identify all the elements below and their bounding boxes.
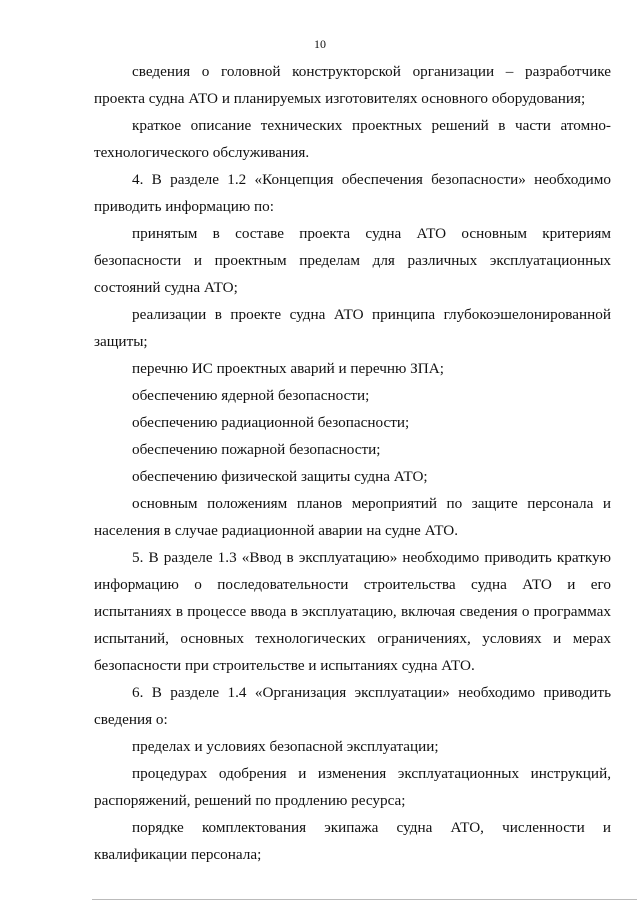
paragraph-12: 5. В разделе 1.3 «Ввод в эксплуатацию» необходимо приводить краткую информацию о последовательности строительства судна АТО и его испытаниях в процессе ввода в эксплуатацию, включая сведения о программах испытаний, основных технологических ограничениях, условиях и мерах безопасности при строительстве и испытаниях судна АТО. xyxy=(94,549,611,674)
paragraph-1: сведения о головной конструкторской организации – разработчике проекта судна АТО и планируемых изготовителях основного оборудования; xyxy=(94,63,611,107)
paragraph-8: обеспечению радиационной безопасности; xyxy=(132,414,410,431)
paragraph-5: реализации в проекте судна АТО принципа глубокоэшелонированной защиты; xyxy=(94,306,611,350)
page-number: 10 xyxy=(314,37,326,51)
paragraph-9: обеспечению пожарной безопасности; xyxy=(132,441,381,458)
paragraph-3: 4. В разделе 1.2 «Концепция обеспечения безопасности» необходимо приводить информацию по: xyxy=(94,171,611,215)
paragraph-14: пределах и условиях безопасной эксплуатации; xyxy=(132,738,439,755)
paragraph-6: перечню ИС проектных аварий и перечню ЗПА; xyxy=(132,360,444,377)
paragraph-4: принятым в составе проекта судна АТО основным критериям безопасности и проектным пределам для различных эксплуатационных состояний судна АТО; xyxy=(94,225,611,296)
paragraph-15: процедурах одобрения и изменения эксплуатационных инструкций, распоряжений, решений по продлению ресурса; xyxy=(94,765,611,809)
scan-edge-line xyxy=(92,899,637,900)
paragraph-10: обеспечению физической защиты судна АТО; xyxy=(132,468,428,485)
paragraph-11: основным положениям планов мероприятий по защите персонала и населения в случае радиационной аварии на судне АТО. xyxy=(94,495,611,539)
paragraph-7: обеспечению ядерной безопасности; xyxy=(132,387,370,404)
document-body xyxy=(94,58,611,868)
paragraph-13: 6. В разделе 1.4 «Организация эксплуатации» необходимо приводить сведения о: xyxy=(94,684,611,728)
paragraph-2: краткое описание технических проектных решений в части атомно-технологического обслуживания. xyxy=(94,117,611,161)
paragraph-16: порядке комплектования экипажа судна АТО, численности и квалификации персонала; xyxy=(94,819,611,863)
